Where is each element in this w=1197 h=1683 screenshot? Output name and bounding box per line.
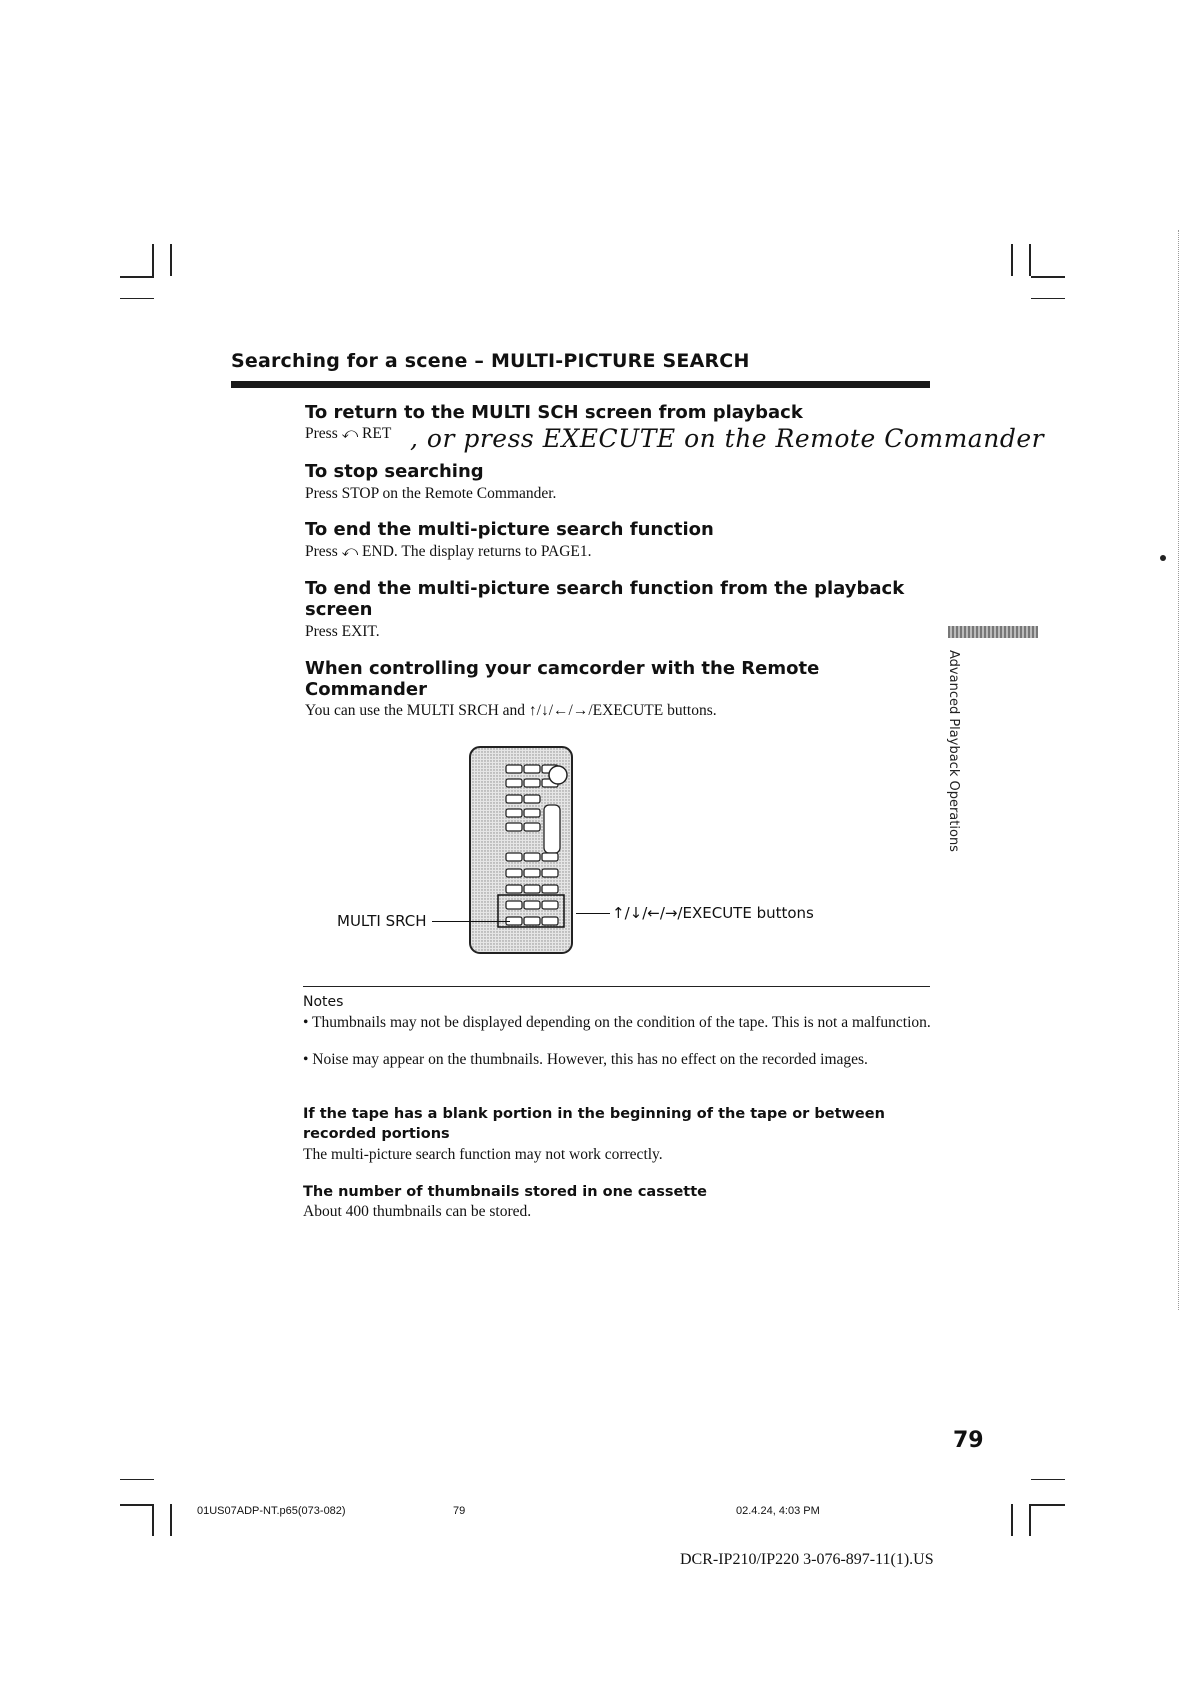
note-item: • Noise may appear on the thumbnails. However, this has no effect on the recorded images. — [303, 1051, 868, 1068]
heading-remote-commander: When controlling your camcorder with the Remote Commander — [305, 658, 820, 700]
page-number: 79 — [953, 1428, 984, 1453]
section-title: Searching for a scene – MULTI-PICTURE SEARCH — [231, 350, 750, 372]
side-tab-marker — [948, 626, 1038, 638]
callout-line-left — [432, 921, 510, 922]
heading-stop-searching: To stop searching — [305, 461, 484, 482]
edge-artifact — [1178, 230, 1189, 1310]
heading-end-multi-picture: To end the multi-picture search function — [305, 519, 714, 540]
subheading-blank-portion: If the tape has a blank portion in the beginning of the tape or between recorded portions — [303, 1106, 885, 1142]
crop-mark — [152, 1504, 154, 1536]
crop-mark — [1011, 244, 1013, 276]
subheading-thumbnail-count: The number of thumbnails stored in one cassette — [303, 1184, 707, 1200]
crop-mark — [1029, 1504, 1031, 1536]
body-return-to-multi-sch: Press ⤺ RET — [305, 425, 392, 442]
crop-mark — [1031, 1504, 1065, 1506]
body-thumbnail-count: About 400 thumbnails can be stored. — [303, 1203, 532, 1220]
label-multi-srch: MULTI SRCH — [337, 912, 427, 930]
callout-line-right — [576, 913, 610, 914]
heading-return-to-multi-sch: To return to the MULTI SCH screen from playback — [305, 402, 803, 423]
crop-mark — [1031, 276, 1065, 278]
crop-mark — [1031, 1479, 1065, 1480]
body-blank-portion: The multi-picture search function may not work correctly. — [303, 1146, 663, 1163]
footer-timestamp: 02.4.24, 4:03 PM — [736, 1505, 820, 1517]
footer-model: DCR-IP210/IP220 3-076-897-11(1).US — [680, 1551, 934, 1568]
label-execute-buttons: ↑/↓/←/→/EXECUTE buttons — [612, 904, 814, 922]
heading-end-from-playback: To end the multi-picture search function from the playback screen — [305, 578, 905, 620]
note-item: • Thumbnails may not be displayed depending on the condition of the tape. This is not a malfunction. — [303, 1014, 931, 1031]
crop-mark — [120, 276, 154, 278]
footer-file: 01US07ADP-NT.p65(073-082) — [197, 1505, 346, 1517]
side-tab-label: Advanced Playback Operations — [946, 650, 961, 852]
crop-mark — [170, 244, 172, 276]
crop-mark — [152, 244, 154, 276]
section-title-rule — [231, 381, 930, 388]
crop-mark — [1029, 244, 1031, 276]
crop-mark — [120, 1479, 154, 1480]
crop-mark — [120, 1504, 154, 1506]
edge-artifact — [1160, 555, 1166, 561]
footer-page: 79 — [453, 1505, 466, 1517]
notes-rule — [303, 986, 930, 987]
crop-mark — [1011, 1504, 1013, 1536]
body-remote-commander: You can use the MULTI SRCH and ↑/↓/←/→/EXECUTE buttons. — [305, 702, 717, 719]
crop-mark — [170, 1504, 172, 1536]
remote-commander-illustration — [466, 745, 576, 955]
crop-mark — [120, 298, 154, 299]
body-end-from-playback: Press EXIT. — [305, 623, 380, 640]
crop-mark — [1031, 298, 1065, 299]
body-end-multi-picture: Press ⤺ END. The display returns to PAGE1. — [305, 543, 592, 560]
body-stop-searching: Press STOP on the Remote Commander. — [305, 485, 557, 502]
notes-heading: Notes — [303, 994, 344, 1010]
handwritten-annotation: , or press EXECUTE on the Remote Commander — [410, 424, 1045, 453]
